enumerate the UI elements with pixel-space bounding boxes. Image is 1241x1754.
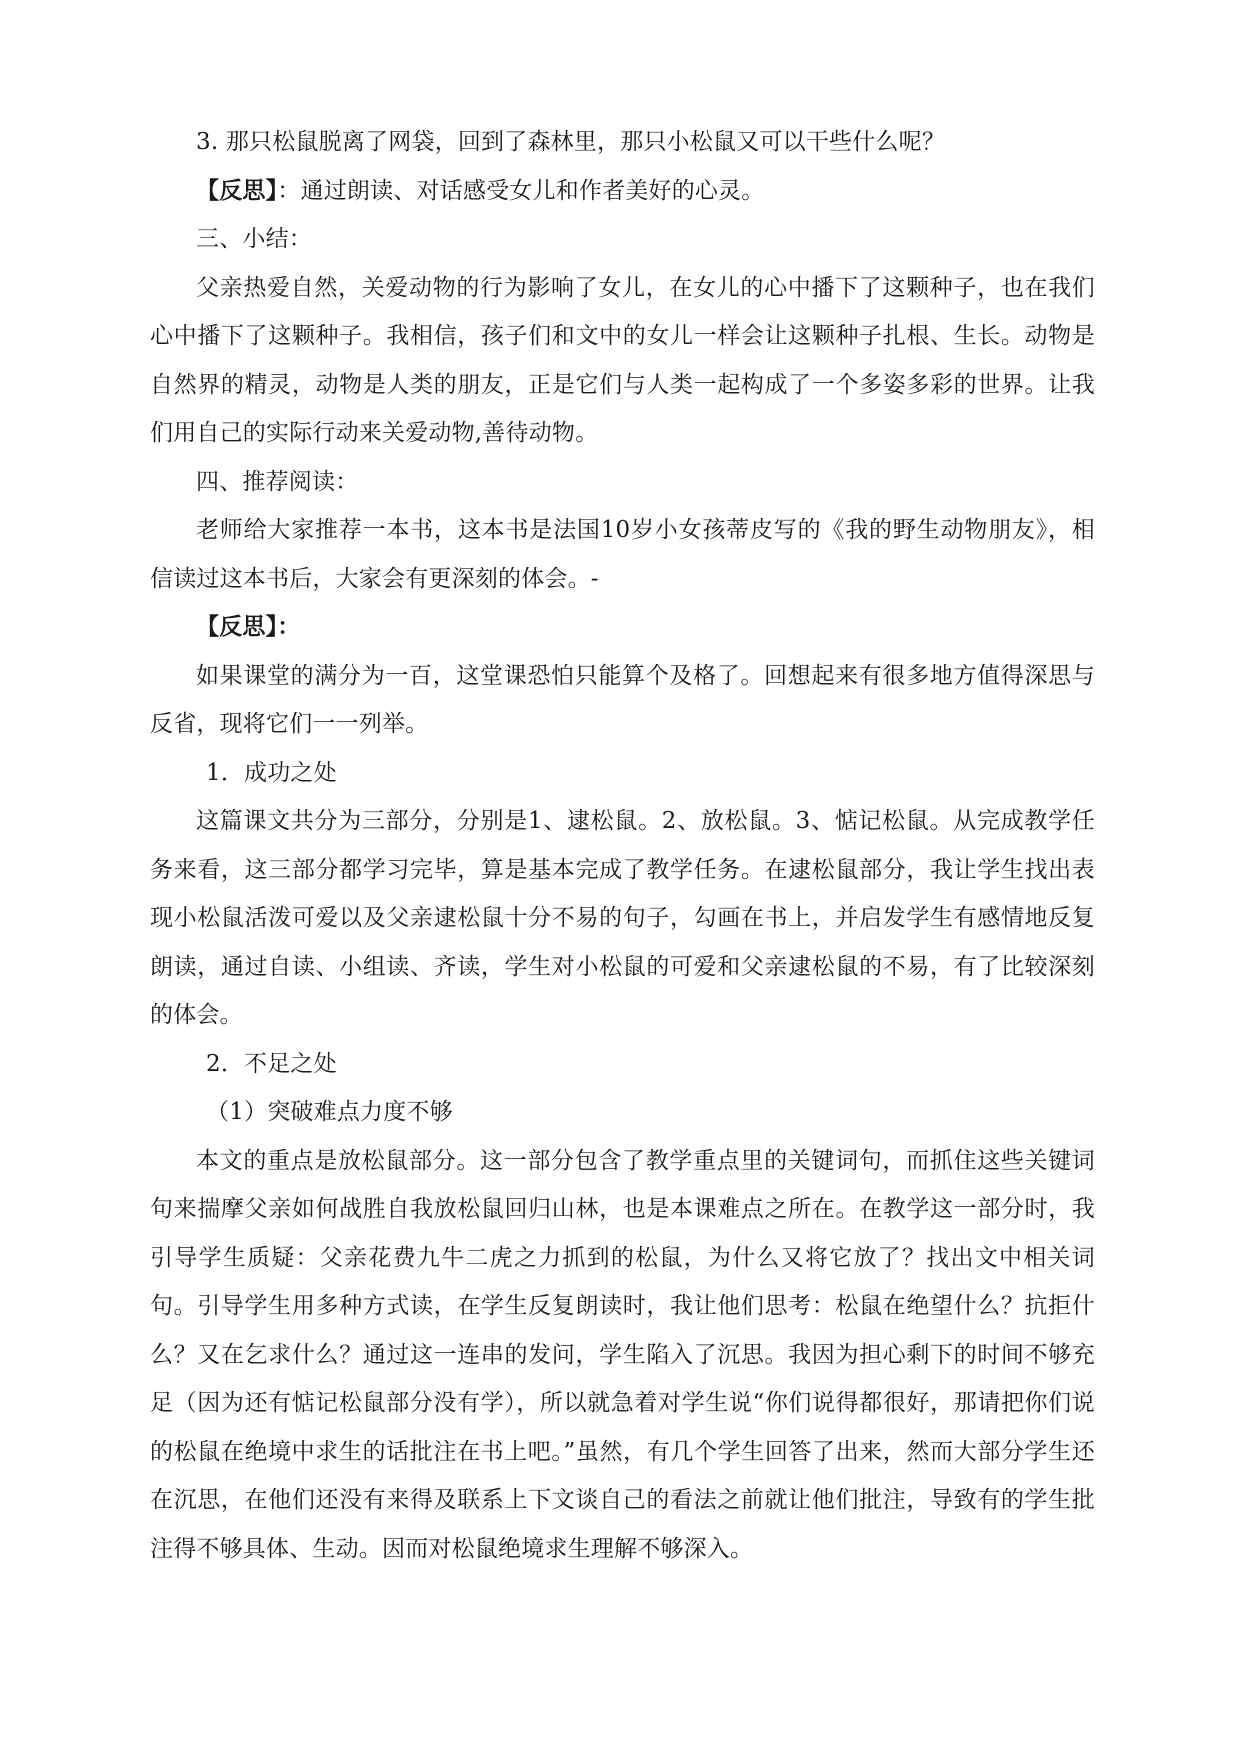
summary-paragraph: 父亲热爱自然，关爱动物的行为影响了女儿，在女儿的心中播下了这颗种子，也在我们心中播下了这颗种子。我相信，孩子们和文中的女儿一样会让这颗种子扎根、生长。动物是自然界的精灵，动物是人类的朋友，正是它们与人类一起构成了一个多姿多彩的世界。让我们用自己的实际行动来关爱动物,善待动物。 <box>150 274 1095 446</box>
reflection-heading: 【反思】： <box>196 614 301 640</box>
document-page <box>150 118 1095 1573</box>
difficulty-paragraph: 本文的重点是放松鼠部分。这一部分包含了教学重点里的关键词句，而抓住这些关键词句来揣摩父亲如何战胜自我放松鼠回归山林，也是本课难点之所在。在教学这一部分时，我引导学生质疑：父亲花费九牛二虎之力抓到的松鼠，为什么又将它放了？找出文中相关词句。引导学生用多种方式读，在学生反复朗读时，我让他们思考：松鼠在绝望什么？抗拒什么？又在乞求什么？通过这一连串的发问，学生陷入了沉思。我因为担心剩下的时间不够充足（因为还有惦记松鼠部分没有学），所以就急着对学生说“你们说得都很好，那请把你们说的松鼠在绝境中求生的话批注在书上吧。”虽然，有几个学生回答了出来，然而大部分学生还在沉思，在他们还没有来得及联系上下文谈自己的看法之前就让他们批注，导致有的学生批注得不够具体、生动。因而对松鼠绝境求生理解不够深入。 <box>150 1147 1095 1562</box>
heading-shortcomings: 2．不足之处 <box>206 1050 337 1077</box>
recommended-reading-paragraph: 老师给大家推荐一本书，这本书是法国10岁小女孩蒂皮写的《我的野生动物朋友》，相信读过这本书后，大家会有更深刻的体会。- <box>150 517 1095 592</box>
success-paragraph: 这篇课文共分为三部分，分别是1、逮松鼠。2、放松鼠。3、惦记松鼠。从完成教学任务来看，这三部分都学习完毕，算是基本完成了教学任务。在逮松鼠部分，我让学生找出表现小松鼠活泼可爱以及父亲逮松鼠十分不易的句子，勾画在书上，并启发学生有感情地反复朗读，通过自读、小组读、齐读，学生对小松鼠的可爱和父亲逮松鼠的不易，有了比较深刻的体会。 <box>150 808 1095 1028</box>
reflection-1 <box>150 167 1095 216</box>
heading-summary: 三、小结： <box>196 226 312 252</box>
reflection-text: ：通过朗读、对话感受女儿和作者美好的心灵。 <box>277 177 765 204</box>
question-3: 3. 那只松鼠脱离了网袋，回到了森林里，那只小松鼠又可以干些什么呢？ <box>196 129 946 155</box>
reflection-intro: 如果课堂的满分为一百，这堂课恐怕只能算个及格了。回想起来有很多地方值得深思与反省，现将它们一一列举。 <box>150 662 1095 737</box>
heading-success: 1．成功之处 <box>206 759 337 786</box>
reflection-label: 【反思】 <box>196 177 278 204</box>
heading-recommended-reading: 四、推荐阅读： <box>196 468 359 495</box>
subheading-difficulty: （1）突破难点力度不够 <box>206 1099 453 1125</box>
